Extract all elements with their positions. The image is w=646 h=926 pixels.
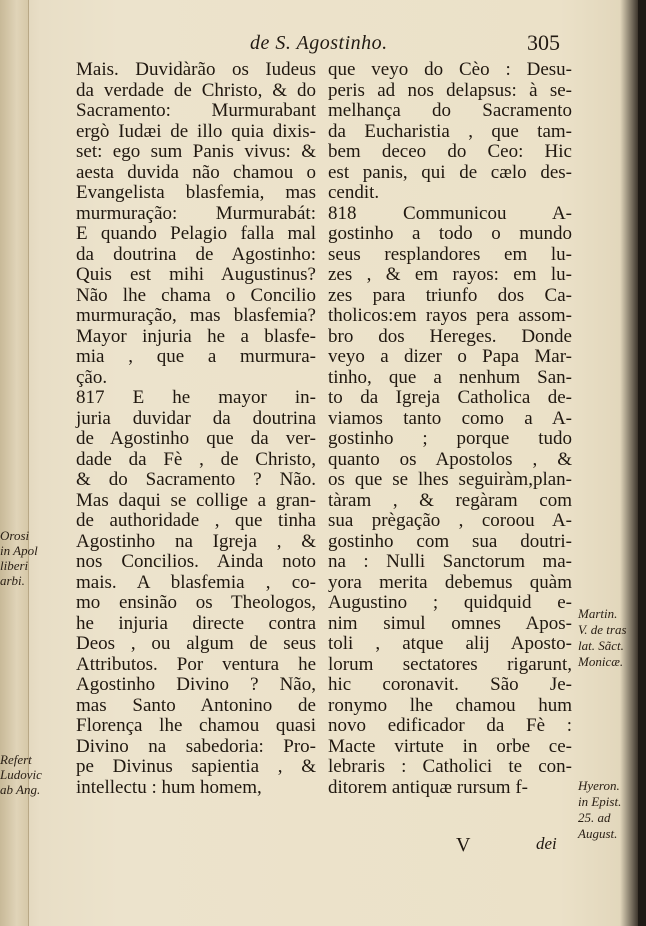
margin-note-line: V. de tras bbox=[578, 622, 627, 637]
text-line: que veyo do Cèo : Desu- bbox=[328, 59, 572, 80]
text-line: 818 Communicou A- bbox=[328, 202, 572, 224]
margin-note-line: ab Ang. bbox=[0, 782, 41, 797]
text-line: da doutrina de Agostinho: bbox=[76, 243, 316, 265]
text-line: ditorem antiquæ rursum f- bbox=[328, 776, 528, 798]
text-line: bro dos Hereges. Donde bbox=[328, 325, 572, 347]
text-line: bem deceo do Ceo: Hic bbox=[328, 141, 572, 162]
text-line: nos Concilios. Ainda noto bbox=[76, 551, 316, 572]
margin-note-line: Monicæ. bbox=[578, 654, 624, 669]
text-line: zes para triunfo dos Ca- bbox=[328, 284, 572, 306]
right-column bbox=[328, 60, 572, 798]
text-line: ergò Iudæi de illo quia dixis- bbox=[76, 120, 316, 142]
text-line: seus resplandores em lu- bbox=[328, 243, 572, 265]
margin-note-line: Orosi bbox=[0, 528, 30, 543]
margin-note-line: Ludovic bbox=[0, 767, 42, 782]
text-line: mais. A blasfemia , co- bbox=[76, 571, 316, 593]
left-column bbox=[76, 60, 316, 798]
text-line: melhança do Sacramento bbox=[328, 100, 572, 121]
text-line: os que se lhes seguiràm,plan- bbox=[328, 469, 572, 490]
text-line: murmuração: Murmurabát: bbox=[76, 202, 316, 224]
text-line: dade da Fè , de Christo, bbox=[76, 448, 316, 470]
text-line: Macte virtute in orbe ce- bbox=[328, 735, 572, 757]
text-line: he injuria directe contra bbox=[76, 612, 316, 634]
text-line: mo ensinão os Theologos, bbox=[76, 592, 316, 613]
margin-note-line: in Apol bbox=[0, 543, 38, 558]
text-line: murmuração, mas blasfemia? bbox=[76, 305, 316, 326]
text-line: E quando Pelagio falla mal bbox=[76, 223, 316, 244]
text-line: Divino na sabedoria: Pro- bbox=[76, 735, 316, 757]
margin-note-line: liberi bbox=[0, 558, 29, 573]
text-line: Quis est mihi Augustinus? bbox=[76, 264, 316, 285]
text-line: na : Nulli Sanctorum ma- bbox=[328, 551, 572, 572]
text-line: tholicos:em rayos pera assom- bbox=[328, 305, 572, 326]
text-line: mas Santo Antonino de bbox=[76, 694, 316, 716]
right-margin-note-bottom bbox=[578, 778, 642, 842]
text-line: Agostinho na Igreja , & bbox=[76, 530, 316, 552]
margin-note-line: lat. Sãct. bbox=[578, 638, 624, 653]
text-line: nim simul omnes Apos- bbox=[328, 612, 572, 634]
margin-note-line: Hyeron. bbox=[578, 778, 620, 793]
running-title: de S. Agostinho. bbox=[250, 32, 388, 54]
text-line: tinho, que a nenhum San- bbox=[328, 366, 572, 388]
text-line: sua prègação , coroou A- bbox=[328, 510, 572, 531]
text-line: gostinho com sua doutri- bbox=[328, 530, 572, 552]
text-line: quanto os Apostolos , & bbox=[328, 448, 572, 470]
page-number: 305 bbox=[527, 30, 560, 55]
text-line: gostinho a todo o mundo bbox=[328, 223, 572, 244]
text-line: set: ego sum Panis vivus: & bbox=[76, 141, 316, 162]
margin-note-line: arbi. bbox=[0, 573, 25, 588]
text-line: to da Igreja Catholica de- bbox=[328, 387, 572, 408]
text-line: Deos , ou algum de seus bbox=[76, 633, 316, 654]
text-line: mia , que a murmura- bbox=[76, 346, 316, 367]
catchword: dei bbox=[536, 834, 557, 853]
text-line: Augustino ; quidquid e- bbox=[328, 592, 572, 613]
text-line: lorum sectatores rigarunt, bbox=[328, 653, 572, 675]
text-line: zes , & em rayos: em lu- bbox=[328, 264, 572, 285]
left-margin-note-bottom bbox=[0, 752, 42, 797]
text-line: gostinho ; porque tudo bbox=[328, 428, 572, 449]
text-line: cendit. bbox=[328, 182, 380, 203]
text-line: viamos tanto como a A- bbox=[328, 407, 572, 429]
text-line: Agostinho Divino ? Não, bbox=[76, 674, 316, 695]
left-margin-note-top bbox=[0, 528, 38, 588]
text-line: tàram , & regàram com bbox=[328, 489, 572, 511]
text-line: yora merita debemus quàm bbox=[328, 571, 572, 593]
text-line: pe Divinus sapientia , & bbox=[76, 756, 316, 777]
margin-note-line: August. bbox=[578, 826, 618, 841]
text-line: Florença lhe chamou quasi bbox=[76, 715, 316, 736]
text-line: Mayor injuria he a blasfe- bbox=[76, 325, 316, 347]
margin-note-line: Refert bbox=[0, 752, 32, 767]
signature-mark: V bbox=[456, 834, 471, 856]
text-line: 817 E he mayor in- bbox=[76, 387, 316, 408]
text-line: veyo a dizer o Papa Mar- bbox=[328, 346, 572, 367]
margin-note-line: in Epist. bbox=[578, 794, 622, 809]
text-line: ronymo lhe chamou hum bbox=[328, 694, 572, 716]
text-line: aesta duvida não chamou o bbox=[76, 161, 316, 183]
text-line: intellectu : hum homem, bbox=[76, 776, 262, 798]
text-line: Mais. Duvidàrão os Iudeus bbox=[76, 59, 316, 80]
margin-note-line: 25. ad bbox=[578, 810, 611, 825]
margin-note-line: Martin. bbox=[578, 606, 618, 621]
running-head bbox=[180, 30, 560, 58]
text-line: da Eucharistia , que tam- bbox=[328, 120, 572, 142]
text-line: est panis, qui de cælo des- bbox=[328, 161, 572, 183]
text-line: de Agostinho que da ver- bbox=[76, 428, 316, 449]
text-line: Attributos. Por ventura he bbox=[76, 653, 316, 675]
text-line: da verdade de Christo, & do bbox=[76, 79, 316, 101]
text-line: lebraris : Catholici te con- bbox=[328, 756, 572, 777]
text-line: toli , atque alij Aposto- bbox=[328, 633, 572, 654]
text-line: de authoridade , que tinha bbox=[76, 510, 316, 531]
text-line: Mas daqui se collige a gran- bbox=[76, 489, 316, 511]
right-margin-note-top bbox=[578, 606, 642, 670]
text-line: juria duvidar da doutrina bbox=[76, 407, 316, 429]
text-line: Sacramento: Murmurabant bbox=[76, 100, 316, 121]
text-line: & do Sacramento ? Não. bbox=[76, 469, 316, 490]
text-line: ção. bbox=[76, 366, 108, 388]
text-line: Não lhe chama o Concilio bbox=[76, 284, 316, 306]
text-line: Evangelista blasfemia, mas bbox=[76, 182, 316, 203]
text-line: novo edificador da Fè : bbox=[328, 715, 572, 736]
text-line: hic coronavit. São Je- bbox=[328, 674, 572, 695]
text-line: peris ad nos delapsus: à se- bbox=[328, 79, 572, 101]
